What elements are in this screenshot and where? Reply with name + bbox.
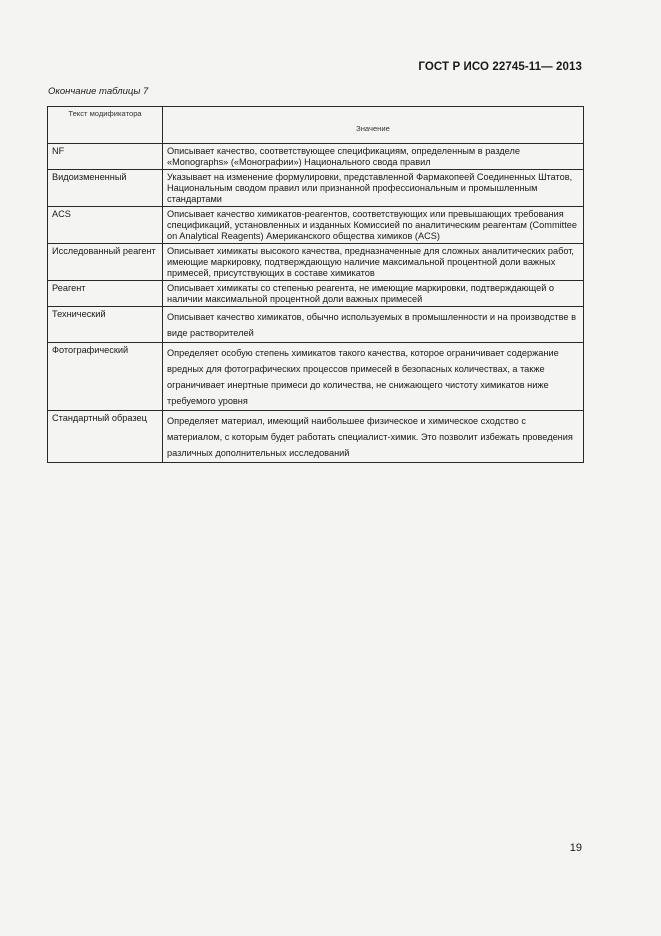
modifier-table <box>47 106 584 463</box>
table-row <box>48 411 584 463</box>
modifier-value: Указывает на изменение формулировки, представленной Фармакопеей Соединенных Штатов, Национальным сводом правил или признанной профессиональным и промышленным стандартами <box>163 170 584 207</box>
modifier-value: Описывает химикаты со степенью реагента, не имеющие маркировки, подтверждающей о наличии максимальной процентной доли важных примесей <box>163 281 584 307</box>
document-code-header: ГОСТ Р ИСО 22745-11— 2013 <box>418 61 582 73</box>
column-header-modifier: Текст модификатора <box>48 107 163 144</box>
modifier-name: Фотографический <box>48 343 163 411</box>
page-number: 19 <box>569 842 582 854</box>
modifier-name: Реагент <box>48 281 163 307</box>
modifier-value: Определяет особую степень химикатов такого качества, которое ограничивает содержание вредных для фотографических процессов примесей в безопасных количествах, а также ограничивает инертные примеси до количества, не снижающего чистоту химикатов ниже требуемого уровня <box>163 343 584 411</box>
table-row <box>48 144 584 170</box>
modifier-name: ACS <box>48 207 163 244</box>
table-row <box>48 244 584 281</box>
modifier-value: Определяет материал, имеющий наибольшее физическое и химическое сходство с материалом, с которым будет работать специалист-химик. Это позволит избежать проведения различных дополнительных исследований <box>163 411 584 463</box>
table-row <box>48 207 584 244</box>
table-header-row <box>48 107 584 144</box>
modifier-name: Стандартный образец <box>48 411 163 463</box>
table-row <box>48 170 584 207</box>
table-caption: Окончание таблицы 7 <box>48 86 149 97</box>
modifier-value: Описывает качество химикатов, обычно используемых в промышленности и на производстве в виде растворителей <box>163 307 584 343</box>
modifier-name: Видоизмененный <box>48 170 163 207</box>
column-header-value: Значение <box>163 107 584 144</box>
modifier-name: Исследованный реагент <box>48 244 163 281</box>
modifier-name: NF <box>48 144 163 170</box>
modifier-name: Технический <box>48 307 163 343</box>
table-row <box>48 281 584 307</box>
table-row <box>48 307 584 343</box>
table-row <box>48 343 584 411</box>
modifier-value: Описывает качество, соответствующее спецификациям, определенным в разделе «Monographs» («Монографии») Национального свода правил <box>163 144 584 170</box>
modifier-value: Описывает качество химикатов-реагентов, соответствующих или превышающих требования спецификаций, установленных и изданных Комиссией по аналитическим реагентам (Committee on Analytical Reagents) Американского общества химиков (ACS) <box>163 207 584 244</box>
modifier-value: Описывает химикаты высокого качества, предназначенные для сложных аналитических работ, имеющие маркировку, подтверждающую наличие максимальной процентной доли важных примесей, присутствующих в составе химикатов <box>163 244 584 281</box>
